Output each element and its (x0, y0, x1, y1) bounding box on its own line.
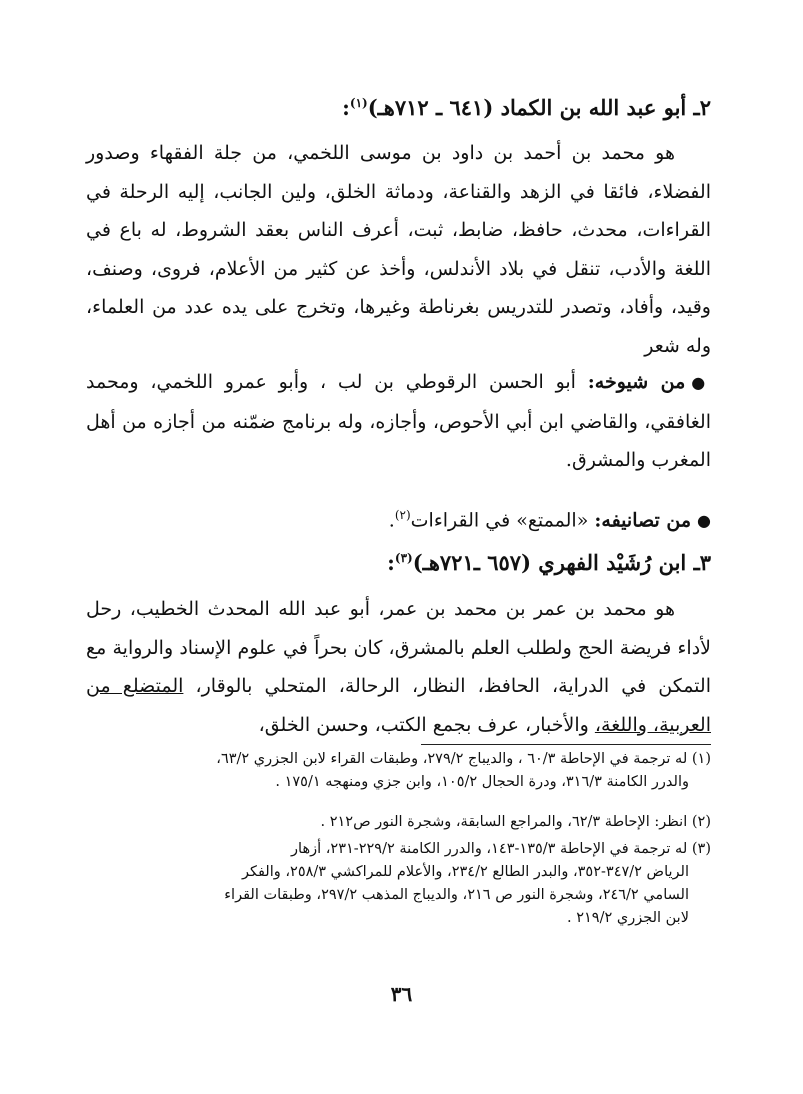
heading-text: ٢ـ أبو عبد الله بن الكماد (٦٤١ ـ ٧١٢هـ) (367, 95, 711, 120)
bullet-icon: ● (697, 511, 711, 531)
biography-text: هو محمد بن عمر بن محمد بن عمر، أبو عبد الله المحدث الخطيب، رحل لأداء فريضة الحج ولطلب العلم بالمشرق، كان بحراً في علوم الإسناد والرواية مع التمكن في الدراية، الحافظ، النظار، الرحالة، المتحلي بالوقار، (86, 598, 711, 697)
biography-text: هو محمد بن أحمد بن داود بن موسى اللخمي، من جلة الفقهاء وصدور الفضلاء، فائقا في الزهد والقناعة، ودماثة الخلق، ولين الجانب، إليه الرحلة في القراءات، محدث، حافظ، ضابط، ثبت، أعرف الناس بعقد الشروط، له باع في اللغة والأدب، تنقل في بلاد الأندلس، وأخذ عن كثير من الأعلام، فروى، وصنف، وقيد، وأفاد، وتصدر للتدريس بغرناطة وغيرها، وتخرج على يده عدد من العلماء، وله شعر (86, 142, 711, 357)
footnote-line: لابن الجزري ٢١٩/٢ . (567, 910, 689, 926)
footnote-line: والدرر الكامنة ٣١٦/٣، ودرة الحجال ١٠٥/٢، وابن جزي ومنهجه ١٧٥/١ . (275, 774, 689, 790)
biography-text-tail: والأخبار، عرف بجمع الكتب، وحسن الخلق، (258, 713, 595, 736)
underlined-text: المتضلع من العربية، واللغة، (86, 675, 711, 736)
bullet-icon: ● (691, 373, 712, 392)
footnote-ref: (٢) (394, 508, 411, 522)
teachers-label: من شيوخه: (587, 371, 686, 393)
page-number: ٣٦ (390, 982, 413, 1006)
footnote-number: (٢) (691, 814, 711, 830)
footnote-line (86, 748, 711, 771)
footnote-line (86, 811, 711, 834)
footnote-number: (١) (691, 751, 711, 767)
works-bullet (86, 496, 711, 541)
heading-colon: : (387, 550, 395, 575)
footnote-text: له ترجمة في الإحاطة ١٣٥/٣-١٤٣، والدرر الكامنة ٢٢٩/٢-٢٣١، أزهار (291, 841, 688, 857)
footnote-ref: (٣) (394, 551, 413, 565)
works-text: «الممتع» في القراءات (410, 509, 595, 532)
footnote-3 (86, 838, 711, 930)
footnote-line: السامي ٢٤٦/٢، وشجرة النور ص ٢١٦، والديباج المذهب ٢٩٧/٢، وطبقات القراء (224, 887, 689, 903)
section-heading-3 (86, 543, 711, 578)
works-label: من تصانيفه: (594, 509, 692, 532)
biography-paragraph-2 (86, 134, 711, 365)
footnote-line: الرياض ٣٤٧/٢-٣٥٢، والبدر الطالع ٢٣٤/٢، والأعلام للمراكشي ٢٥٨/٣، والفكر (241, 864, 689, 880)
works-period: . (388, 509, 395, 532)
footnote-ref: (١) (349, 96, 368, 110)
footnote-2 (86, 811, 711, 834)
biography-paragraph-3 (86, 590, 711, 744)
section-heading-2 (86, 88, 711, 123)
footnote-text: انظر: الإحاطة ٦٢/٣، والمراجع السابقة، وشجرة النور ص٢١٢ . (320, 814, 688, 830)
footnote-separator (421, 744, 711, 745)
footnote-number: (٣) (691, 841, 711, 857)
footnote-text: له ترجمة في الإحاطة ٦٠/٣ ، والديباج ٢٧٩/٢، وطبقات القراء لابن الجزري ٦٣/٢، (216, 751, 688, 767)
footnote-1 (86, 748, 711, 794)
teachers-text: أبو الحسن الرقوطي بن لب ، وأبو عمرو اللخمي، ومحمد الغافقي، والقاضي ابن أبي الأحوص، وأجازه، وله برنامج ضمّنه من أجازه من أهل المغرب والمشرق. (86, 371, 711, 471)
heading-colon: : (342, 95, 350, 120)
footnote-line (86, 838, 711, 861)
heading-text: ٣ـ ابن رُشَيْد الفهري (٦٥٧ ـ٧٢١هـ) (412, 550, 711, 575)
teachers-bullet (86, 363, 711, 480)
